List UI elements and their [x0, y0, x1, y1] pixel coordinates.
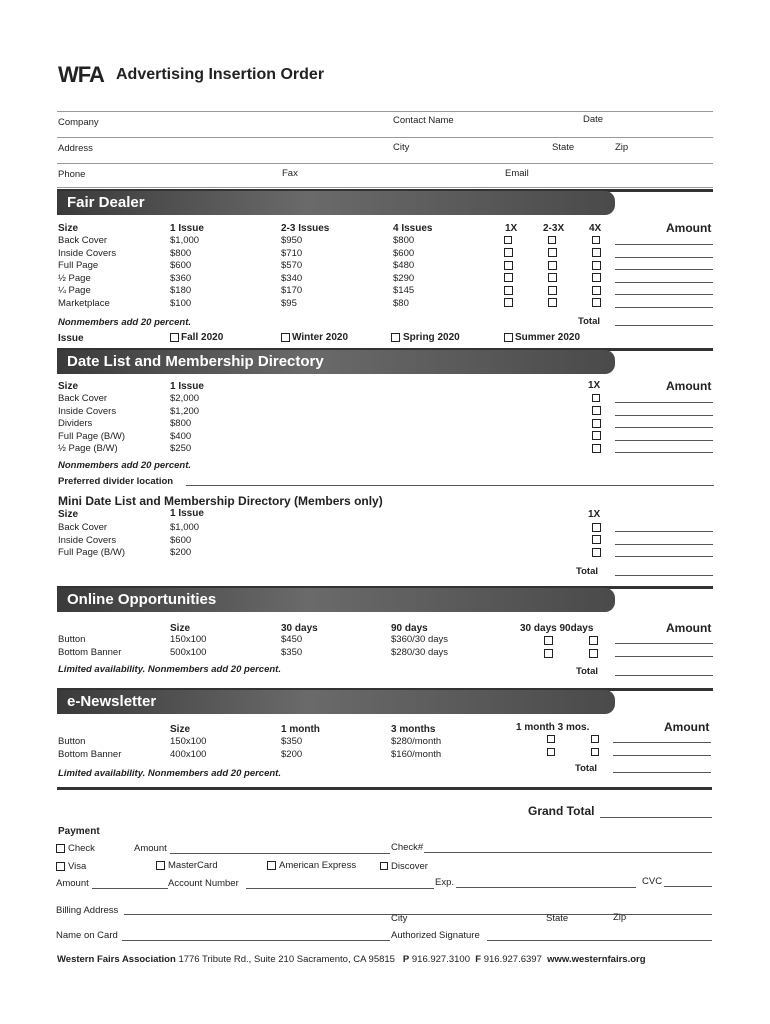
en-check-button-1m[interactable]: [547, 735, 555, 743]
dl-amount-field[interactable]: [615, 427, 713, 428]
mdl-1x-header: 1X: [588, 509, 601, 520]
fd-size-header: Size: [58, 223, 79, 234]
en-check-header: 1 month 3 mos.: [516, 722, 590, 733]
pay-exp-label: Exp.: [435, 877, 455, 888]
en-total-field[interactable]: [613, 772, 711, 773]
list-item: $2,000: [170, 393, 200, 404]
pay-amount2-label: Amount: [56, 878, 89, 889]
grand-total-field[interactable]: [600, 817, 712, 818]
fd-23issues-prices: [281, 235, 302, 311]
issue-winter-checkbox[interactable]: [281, 333, 290, 342]
address-field[interactable]: [57, 163, 713, 164]
list-item: $200: [281, 748, 303, 760]
ol-check-button-90[interactable]: [589, 636, 598, 645]
list-item: $95: [281, 297, 297, 309]
list-item: $400: [170, 430, 192, 442]
footer: [57, 954, 646, 965]
fd-check-4x-quarter-page[interactable]: [592, 286, 601, 295]
list-item: Back Cover: [58, 393, 108, 404]
mdl-amount-field[interactable]: [615, 556, 713, 557]
list-item: $600: [170, 534, 192, 546]
pay-visa-label: Visa: [68, 861, 87, 872]
ol-90days-header: 90 days: [391, 623, 428, 634]
fd-check-4x-marketplace[interactable]: [592, 298, 601, 307]
fd-23x-header: 2-3X: [543, 223, 565, 234]
pay-name-on-card-label: Name on Card: [56, 930, 118, 941]
mdl-amount-field[interactable]: [615, 544, 713, 545]
fd-check-1x-back-cover[interactable]: [504, 236, 512, 244]
fd-sizes: [58, 235, 116, 311]
pay-signature-label: Authorized Signature: [391, 930, 480, 941]
mdl-sizes: [58, 522, 125, 560]
fd-nonmember-note: Nonmembers add 20 percent.: [58, 317, 192, 328]
en-amount-field[interactable]: [613, 755, 711, 756]
list-item: 150x100: [170, 634, 207, 645]
list-item: $600: [170, 260, 192, 272]
pay-city-label: City: [391, 913, 408, 924]
ol-30days-header: 30 days: [281, 623, 318, 634]
ol-amount-field[interactable]: [615, 656, 713, 657]
mdl-amount-field[interactable]: [615, 531, 713, 532]
ol-check-header: 30 days 90days: [520, 623, 594, 634]
list-item: $360/30 days: [391, 634, 449, 645]
en-names: [58, 736, 121, 761]
ol-total-field[interactable]: [615, 675, 713, 676]
pay-account-number-field[interactable]: [246, 888, 434, 889]
date-list-banner: Date List and Membership Directory: [57, 350, 615, 374]
dl-amount-field[interactable]: [615, 440, 713, 441]
en-note: Limited availability. Nonmembers add 20 percent.: [58, 768, 281, 779]
en-amount-field[interactable]: [613, 742, 711, 743]
ol-90day-prices: [391, 634, 448, 659]
phone-field[interactable]: [57, 187, 713, 188]
logo: WFA: [58, 62, 104, 87]
fd-check-23x-inside-covers[interactable]: [548, 248, 557, 257]
en-amount-header: Amount: [664, 720, 710, 734]
fd-check-23x-half-page[interactable]: [548, 273, 557, 282]
issue-spring-label: Spring 2020: [403, 332, 460, 343]
issue-spring-checkbox[interactable]: [391, 333, 400, 342]
en-1month-header: 1 month: [281, 724, 320, 735]
dl-check-dividers[interactable]: [592, 419, 601, 428]
fd-1issue-prices: [170, 235, 199, 311]
list-item: $180: [170, 285, 192, 297]
list-item: Marketplace: [58, 297, 110, 309]
date-label: Date: [583, 114, 604, 125]
list-item: $145: [393, 285, 415, 297]
pay-name-on-card-field[interactable]: [122, 940, 390, 941]
fd-amount-field[interactable]: [615, 257, 713, 258]
dl-amount-field[interactable]: [615, 452, 713, 453]
footer-address: 1776 Tribute Rd., Suite 210 Sacramento, CA 95815: [178, 954, 395, 965]
list-item: Inside Covers: [58, 405, 117, 417]
list-item: $480: [393, 260, 415, 272]
pay-exp-field[interactable]: [456, 887, 636, 888]
enewsletter-banner: e-Newsletter: [57, 690, 615, 714]
dl-amount-header: Amount: [666, 379, 712, 393]
list-item: Dividers: [58, 418, 93, 430]
fd-amount-field[interactable]: [615, 307, 713, 308]
fd-check-4x-half-page[interactable]: [592, 273, 601, 282]
fd-1x-header: 1X: [505, 223, 518, 234]
list-item: Full Page: [58, 260, 99, 272]
ol-30day-prices: [281, 634, 302, 659]
list-item: $200: [170, 547, 192, 559]
pay-amex-checkbox[interactable]: [267, 861, 276, 870]
fd-issue-label: Issue: [58, 333, 84, 344]
pay-state-label: State: [546, 913, 569, 924]
pay-visa-checkbox[interactable]: [56, 862, 65, 871]
list-item: Bottom Banner: [58, 748, 122, 760]
payment-title: Payment: [58, 826, 100, 837]
list-item: $800: [170, 418, 192, 430]
dl-size-header: Size: [58, 381, 79, 392]
list-item: $710: [281, 247, 303, 259]
list-item: $800: [170, 247, 192, 259]
list-item: $1,000: [170, 235, 200, 246]
dl-1issue-header: 1 Issue: [170, 381, 204, 392]
issue-fall-checkbox[interactable]: [170, 333, 179, 342]
fd-amount-header: Amount: [666, 221, 712, 235]
issue-summer-label: Summer 2020: [515, 332, 581, 343]
pay-discover-checkbox[interactable]: [380, 862, 388, 870]
list-item: $600: [393, 247, 415, 259]
list-item: $800: [393, 235, 415, 246]
dl-divider-field[interactable]: [186, 485, 714, 486]
fd-check-23x-back-cover[interactable]: [548, 236, 556, 244]
list-item: $250: [170, 443, 192, 455]
ol-check-banner-90[interactable]: [589, 649, 598, 658]
contact-name-label: Contact Name: [393, 115, 454, 126]
pay-signature-field[interactable]: [487, 940, 712, 941]
ol-sizes: [170, 634, 206, 659]
footer-website-link[interactable]: www.westernfairs.org: [547, 954, 646, 965]
issue-winter-label: Winter 2020: [292, 332, 349, 343]
issue-summer-checkbox[interactable]: [504, 333, 513, 342]
pay-check-label: Check: [68, 843, 95, 854]
en-check-button-3m[interactable]: [591, 735, 599, 743]
fd-check-1x-marketplace[interactable]: [504, 298, 513, 307]
pay-amount-label: Amount: [134, 843, 167, 854]
mdl-check-full-page[interactable]: [592, 548, 601, 557]
list-item: $360: [170, 272, 192, 284]
fd-check-1x-inside-covers[interactable]: [504, 248, 513, 257]
dl-check-half-page[interactable]: [592, 444, 601, 453]
ol-total-label: Total: [576, 666, 598, 677]
list-item: $350: [281, 646, 303, 658]
pay-checkno-label: Check#: [391, 842, 424, 853]
list-item: 500x100: [170, 646, 207, 658]
pay-billing-address-label: Billing Address: [56, 905, 119, 916]
pay-discover-label: Discover: [391, 861, 428, 872]
footer-fax: 916.927.6397: [483, 954, 542, 965]
pay-cvc-label: CVC: [642, 876, 663, 887]
list-item: Back Cover: [58, 522, 108, 533]
mdl-check-back-cover[interactable]: [592, 523, 601, 532]
fd-amount-field[interactable]: [615, 244, 713, 245]
ol-amount-header: Amount: [666, 621, 712, 635]
fd-23issues-header: 2-3 Issues: [281, 223, 330, 234]
list-item: $170: [281, 285, 303, 297]
pay-amount2-field[interactable]: [92, 888, 168, 889]
en-3month-prices: [391, 736, 441, 761]
list-item: Bottom Banner: [58, 646, 122, 658]
pay-checkno-field[interactable]: [424, 852, 712, 853]
fax-label: Fax: [282, 168, 298, 179]
en-sizes: [170, 736, 206, 761]
en-1month-prices: [281, 736, 302, 761]
list-item: Back Cover: [58, 235, 108, 246]
ol-note: Limited availability. Nonmembers add 20 percent.: [58, 664, 281, 675]
list-item: Full Page (B/W): [58, 430, 126, 442]
list-item: $1,000: [170, 522, 200, 533]
dl-check-inside-covers[interactable]: [592, 406, 601, 415]
fd-check-1x-full-page[interactable]: [504, 261, 513, 270]
ol-size-header: Size: [170, 623, 191, 634]
fd-amount-field[interactable]: [615, 282, 713, 283]
fd-check-4x-inside-covers[interactable]: [592, 248, 601, 257]
mdl-check-inside-covers[interactable]: [592, 535, 601, 544]
pay-mastercard-label: MasterCard: [168, 860, 218, 871]
fd-total-field[interactable]: [615, 325, 713, 326]
pay-check-checkbox[interactable]: [56, 844, 65, 853]
en-size-header: Size: [170, 724, 191, 735]
phone-label: Phone: [58, 169, 86, 180]
dl-amount-field[interactable]: [615, 415, 713, 416]
pay-amount-field[interactable]: [170, 853, 390, 854]
list-item: 400x100: [170, 748, 207, 760]
fd-check-23x-marketplace[interactable]: [548, 298, 557, 307]
state-label: State: [552, 142, 575, 153]
pay-amex-label: American Express: [279, 860, 357, 871]
mdl-total-field[interactable]: [615, 575, 713, 576]
list-item: $570: [281, 260, 303, 272]
footer-phone-label: P: [402, 954, 410, 965]
list-item: Inside Covers: [58, 534, 117, 546]
list-item: Button: [58, 634, 86, 645]
dl-check-full-page[interactable]: [592, 431, 601, 440]
fd-check-4x-back-cover[interactable]: [592, 236, 600, 244]
list-item: 150x100: [170, 736, 207, 747]
issue-fall-label: Fall 2020: [181, 332, 224, 343]
fd-check-1x-quarter-page[interactable]: [504, 286, 513, 295]
mdl-1issue-header: 1 Issue: [170, 508, 204, 519]
list-item: Full Page (B/W): [58, 547, 126, 559]
fd-1issue-header: 1 Issue: [170, 223, 204, 234]
pay-account-number-label: Account Number: [168, 878, 239, 889]
dl-check-back-cover[interactable]: [592, 394, 600, 402]
list-item: $350: [281, 736, 303, 747]
page-title: Advertising Insertion Order: [116, 66, 325, 83]
pay-cvc-field[interactable]: [664, 886, 712, 887]
en-check-banner-3m[interactable]: [591, 748, 599, 756]
fd-amount-field[interactable]: [615, 269, 713, 270]
ol-check-button-30[interactable]: [544, 636, 553, 645]
mdl-prices: [170, 522, 199, 560]
list-item: $100: [170, 297, 192, 309]
dl-amount-field[interactable]: [615, 402, 713, 403]
dl-divider-label: Preferred divider location: [58, 476, 174, 487]
fd-check-1x-half-page[interactable]: [504, 273, 513, 282]
ol-check-banner-30[interactable]: [544, 649, 553, 658]
address-label: Address: [58, 143, 93, 154]
dl-sizes: [58, 393, 125, 456]
list-item: ½ Page: [58, 272, 91, 284]
fd-check-23x-full-page[interactable]: [548, 261, 557, 270]
en-total-label: Total: [575, 763, 597, 774]
pay-zip-label: Zip: [613, 912, 627, 923]
mdl-total-label: Total: [576, 566, 598, 577]
fd-4x-header: 4X: [589, 223, 602, 234]
pay-mastercard-checkbox[interactable]: [156, 861, 165, 870]
ol-names: [58, 634, 121, 659]
list-item: $450: [281, 634, 303, 645]
list-item: $280/30 days: [391, 646, 449, 658]
dl-nonmember-note: Nonmembers add 20 percent.: [58, 460, 192, 471]
list-item: ¼ Page: [58, 285, 91, 297]
fd-4issues-prices: [393, 235, 414, 311]
footer-phone: 916.927.3100: [411, 954, 470, 965]
company-label: Company: [58, 117, 99, 128]
fair-dealer-banner: Fair Dealer: [57, 191, 615, 215]
fd-check-23x-quarter-page[interactable]: [548, 286, 557, 295]
list-item: $340: [281, 272, 303, 284]
ol-amount-field[interactable]: [615, 643, 713, 644]
fd-check-4x-full-page[interactable]: [592, 261, 601, 270]
fd-4issues-header: 4 Issues: [393, 223, 433, 234]
list-item: ½ Page (B/W): [58, 443, 118, 455]
dl-prices: [170, 393, 199, 456]
list-item: Inside Covers: [58, 247, 117, 259]
online-banner: Online Opportunities: [57, 588, 615, 612]
list-item: $160/month: [391, 748, 442, 760]
company-field[interactable]: [57, 137, 713, 138]
mdl-size-header: Size: [58, 509, 79, 520]
list-item: $1,200: [170, 405, 200, 417]
footer-fax-label: F: [475, 954, 482, 965]
fd-amount-field[interactable]: [615, 294, 713, 295]
city-label: City: [393, 142, 410, 153]
list-item: $80: [393, 297, 409, 309]
mini-date-list-title: Mini Date List and Membership Directory (Members only): [58, 494, 383, 508]
list-item: $290: [393, 272, 415, 284]
fd-total-label: Total: [578, 316, 600, 327]
list-item: Button: [58, 736, 86, 747]
zip-label: Zip: [615, 142, 629, 153]
en-3months-header: 3 months: [391, 724, 436, 735]
email-label: Email: [505, 168, 529, 179]
footer-org: Western Fairs Association: [57, 954, 176, 965]
grand-total-label: Grand Total: [528, 804, 595, 818]
list-item: $950: [281, 235, 303, 246]
list-item: $280/month: [391, 736, 442, 747]
dl-1x-header: 1X: [588, 380, 601, 391]
en-check-banner-1m[interactable]: [547, 748, 555, 756]
